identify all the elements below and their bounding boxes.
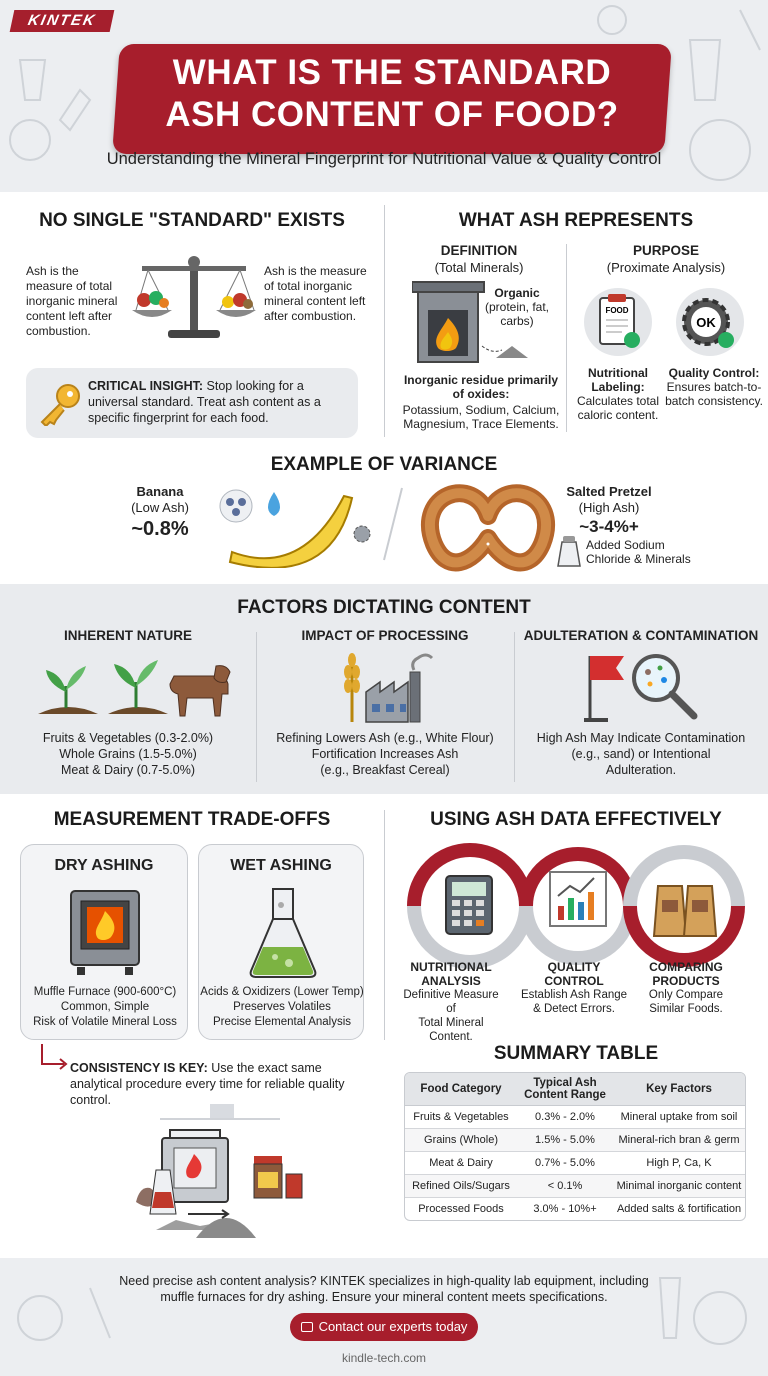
pretzel-name: Salted Pretzel — [566, 484, 652, 499]
wet-ashing-card — [198, 844, 364, 1040]
pretzel-label — [566, 484, 652, 538]
key-icon — [36, 382, 82, 426]
product-bags-icon — [654, 886, 716, 936]
processing-line-2: Fortification Increases Ash — [311, 747, 459, 761]
inherent-line-1: Fruits & Vegetables (0.3-2.0%) — [42, 731, 214, 745]
table-cell: Minimal inorganic content — [613, 1175, 745, 1198]
purpose-title: PURPOSE — [632, 243, 700, 258]
slash-divider — [380, 484, 406, 564]
dry-line-3: Risk of Volatile Mineral Loss — [33, 1016, 177, 1028]
using-ash-title: USING ASH DATA EFFECTIVELY — [430, 809, 722, 830]
footer-line-1: Need precise ash content analysis? KINTEK specializes in high-quality lab equipment, including — [119, 1274, 649, 1288]
nutritional-labeling — [574, 366, 662, 422]
processing-title: IMPACT OF PROCESSING — [301, 628, 469, 643]
consistency-label: CONSISTENCY IS KEY: — [70, 1061, 208, 1075]
consistency-text: Use the exact same analytical procedure every time for reliable quality control. — [70, 1061, 345, 1107]
footer-message — [0, 1273, 768, 1305]
summary-table-title: SUMMARY TABLE — [493, 1043, 659, 1064]
lab-process-illustration — [136, 1104, 312, 1240]
plants-cow-icon — [36, 652, 236, 720]
using-nutritional-text-2: Total Mineral Content. — [418, 1017, 484, 1043]
divider — [384, 205, 385, 437]
inherent-line-3: Meat & Dairy (0.7-5.0%) — [60, 763, 196, 777]
wet-ashing-text — [199, 985, 365, 1030]
processing-line-1: Refining Lowers Ash (e.g., White Flour) — [276, 731, 494, 745]
using-item-quality — [518, 960, 630, 1016]
pretzel-value: ~3-4%+ — [579, 517, 639, 536]
summary-header-range: Typical Ash Content Range — [517, 1073, 613, 1106]
contact-button-label: Contact our experts today — [318, 1319, 468, 1334]
salt-shaker-icon — [554, 534, 584, 568]
site-url[interactable]: kindle-tech.com — [341, 1351, 427, 1365]
adulteration-line-2: (e.g., sand) or Intentional — [571, 747, 711, 761]
using-comparing-title-2: PRODUCTS — [652, 974, 720, 988]
factors-title: FACTORS DICTATING CONTENT — [237, 597, 531, 618]
flask-icon — [245, 885, 321, 981]
dry-line-2: Common, Simple — [60, 1001, 150, 1013]
table-cell: Refined Oils/Sugars — [405, 1175, 517, 1198]
using-item-comparing — [638, 960, 734, 1016]
pretzel-sub: (High Ash) — [578, 500, 640, 515]
processing-line-3: (e.g., Breakfast Cereal) — [320, 763, 450, 777]
factory-wheat-icon — [338, 648, 434, 724]
table-cell: 0.3% - 2.0% — [517, 1106, 613, 1129]
quality-control-purpose — [664, 366, 764, 408]
dry-ashing-title: DRY ASHING — [54, 857, 154, 874]
calculator-icon — [446, 876, 492, 934]
organic-label: Organic — [494, 286, 540, 300]
dry-ashing-text — [21, 985, 189, 1030]
inorganic-label: Inorganic residue primarily of oxides: — [403, 373, 559, 401]
adulteration-line-3: Adulteration. — [605, 763, 677, 777]
using-item-nutritional — [398, 960, 504, 1044]
kintek-logo: KINTEK — [10, 10, 115, 32]
nutritional-text: Calculates total caloric content. — [576, 394, 660, 422]
ok-icon-text: OK — [696, 315, 716, 330]
purpose-subtitle: (Proximate Analysis) — [606, 260, 726, 275]
table-cell: 3.0% - 10%+ — [517, 1198, 613, 1221]
table-cell: High P, Ca, K — [613, 1152, 745, 1175]
using-comparing-text-1: Only Compare — [648, 989, 724, 1001]
banana-illustration — [212, 478, 372, 568]
table-cell: 1.5% - 5.0% — [517, 1129, 613, 1152]
title-line-2: ASH CONTENT OF FOOD? — [165, 95, 619, 134]
summary-table-grid — [405, 1073, 745, 1220]
table-cell: < 0.1% — [517, 1175, 613, 1198]
adulteration-line-1: High Ash May Indicate Contamination — [536, 731, 746, 745]
table-cell: Added salts & fortification — [613, 1198, 745, 1221]
ash-definition-left: Ash is the measure of total inorganic mineral content left after combustion. — [26, 264, 118, 338]
inherent-nature-title: INHERENT NATURE — [64, 628, 192, 643]
using-ash-cycle — [400, 836, 756, 970]
table-cell: Meat & Dairy — [405, 1152, 517, 1175]
table-cell: Fruits & Vegetables — [405, 1106, 517, 1129]
quality-text: Ensures batch-to-batch consistency. — [665, 380, 763, 408]
purpose-icons — [578, 284, 754, 360]
contact-experts-button[interactable] — [290, 1313, 478, 1341]
header — [0, 0, 768, 192]
adulteration-title: ADULTERATION & CONTAMINATION — [523, 628, 759, 643]
what-ash-title: WHAT ASH REPRESENTS — [458, 210, 694, 231]
page-title — [116, 52, 668, 136]
critical-insight-box — [26, 368, 358, 438]
using-quality-text-2: & Detect Errors. — [533, 1003, 615, 1015]
summary-header-factors: Key Factors — [613, 1073, 745, 1106]
table-cell: Mineral-rich bran & germ — [613, 1129, 745, 1152]
using-nutritional-title-2: ANALYSIS — [421, 974, 481, 988]
food-icon-text: FOOD — [605, 306, 629, 315]
inherent-nature-text — [0, 730, 256, 778]
summary-header-category: Food Category — [405, 1073, 517, 1106]
critical-insight-body: Stop looking for a universal standard. Treat ash content as a specific fingerprint for each food. — [88, 379, 321, 425]
using-quality-text-1: Establish Ash Range — [520, 989, 628, 1001]
adulteration-text — [514, 730, 768, 778]
measurement-title: MEASUREMENT TRADE-OFFS — [53, 809, 331, 830]
table-row — [405, 1129, 745, 1152]
consistency-note — [70, 1060, 370, 1108]
banana-sub: (Low Ash) — [131, 500, 189, 515]
using-quality-title-2: CONTROL — [544, 974, 604, 988]
divider — [566, 244, 567, 432]
table-cell: Processed Foods — [405, 1198, 517, 1221]
pretzel-note: Added Sodium Chloride & Minerals — [586, 538, 691, 566]
summary-header-row — [405, 1073, 745, 1106]
organic-label-block — [484, 286, 550, 328]
using-quality-title-1: QUALITY — [547, 960, 601, 974]
definition-subtitle: (Total Minerals) — [434, 260, 524, 275]
table-row — [405, 1198, 745, 1221]
table-row — [405, 1175, 745, 1198]
nutritional-label: Nutritional Labeling: — [588, 366, 648, 394]
water-drop-icon — [268, 492, 280, 516]
balance-scale-icon — [132, 248, 256, 344]
footer-line-2: muffle furnaces for dry ashing. Ensure your mineral content meets specifications. — [160, 1290, 608, 1304]
dry-line-1: Muffle Furnace (900-600°C) — [33, 986, 177, 998]
wet-line-1: Acids & Oxidizers (Lower Temp) — [200, 986, 364, 998]
dry-ashing-card — [20, 844, 188, 1040]
flag-magnifier-icon — [578, 648, 706, 724]
banana-name: Banana — [136, 484, 184, 499]
critical-insight-label: CRITICAL INSIGHT: — [88, 379, 204, 393]
pretzel-icon — [414, 474, 564, 578]
table-cell: Mineral uptake from soil — [613, 1106, 745, 1129]
chart-board-icon — [550, 872, 606, 926]
inherent-line-2: Whole Grains (1.5-5.0%) — [59, 747, 197, 761]
using-nutritional-title-1: NUTRITIONAL — [410, 960, 492, 974]
critical-insight-text — [88, 378, 350, 426]
wet-line-3: Precise Elemental Analysis — [212, 1016, 352, 1028]
table-cell: Grains (Whole) — [405, 1129, 517, 1152]
arrow-icon — [36, 1042, 70, 1072]
banana-value: ~0.8% — [131, 518, 189, 540]
banana-label — [118, 484, 202, 542]
quality-label: Quality Control: — [668, 366, 760, 380]
divider — [384, 810, 385, 1040]
inorganic-list: Potassium, Sodium, Calcium, Magnesium, Trace Elements. — [402, 403, 560, 431]
table-cell: 0.7% - 5.0% — [517, 1152, 613, 1175]
using-comparing-title-1: COMPARING — [649, 960, 723, 974]
red-flag-icon — [590, 656, 624, 680]
using-comparing-text-2: Similar Foods. — [649, 1003, 723, 1015]
no-standard-title: NO SINGLE "STANDARD" EXISTS — [39, 210, 345, 231]
summary-table — [404, 1072, 746, 1221]
wet-ashing-title: WET ASHING — [230, 857, 332, 874]
table-row — [405, 1106, 745, 1129]
table-row — [405, 1152, 745, 1175]
using-nutritional-text-1: Definitive Measure of — [403, 989, 499, 1015]
page-subtitle: Understanding the Mineral Fingerprint for Nutritional Value & Quality Control — [106, 150, 662, 168]
muffle-furnace-icon — [67, 887, 143, 979]
processing-text — [256, 730, 514, 778]
title-line-1: WHAT IS THE STANDARD — [172, 53, 612, 92]
definition-title: DEFINITION — [440, 243, 518, 258]
wet-line-2: Preserves Volatiles — [233, 1001, 331, 1013]
organic-sub: (protein, fat, carbs) — [484, 300, 550, 328]
ash-definition-right: Ash is the measure of total inorganic mineral content left after combustion. — [264, 264, 367, 323]
variance-title: EXAMPLE OF VARIANCE — [270, 454, 498, 475]
chat-icon — [301, 1322, 313, 1332]
